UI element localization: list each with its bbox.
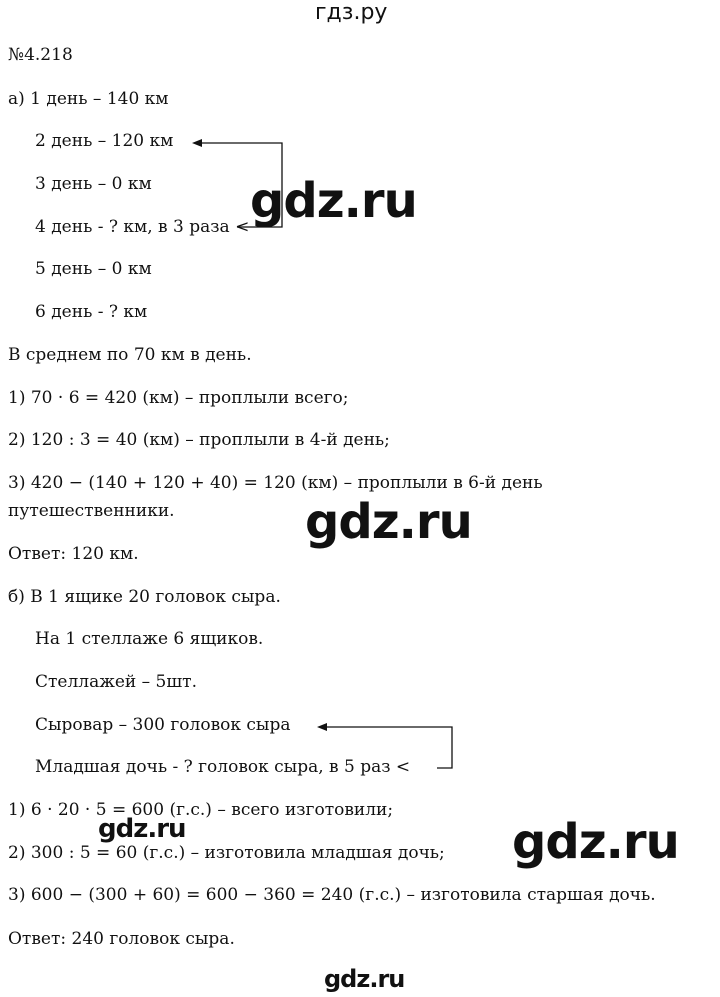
part-b-step-2: 2) 300 : 5 = 60 (г.с.) – изготовила младшая дочь; xyxy=(8,843,445,863)
part-a-line-6: 6 день - ? км xyxy=(35,302,148,322)
part-a-line-2: 2 день – 120 км xyxy=(35,131,174,151)
part-a-line-5: 5 день – 0 км xyxy=(35,259,152,279)
part-a-step-3: 3) 420 − (140 + 120 + 40) = 120 (км) – проплыли в 6-й день xyxy=(8,473,543,493)
part-b-line-2: На 1 стеллаже 6 ящиков. xyxy=(35,629,264,649)
part-b-line-4: Сыровар – 300 головок сыра xyxy=(35,715,291,735)
part-b-line-1: б) В 1 ящике 20 головок сыра. xyxy=(8,587,281,607)
site-header: гдз.ру xyxy=(315,0,388,25)
watermark-1: gdz.ru xyxy=(250,173,417,229)
task-number: №4.218 xyxy=(8,45,73,65)
part-b-step-3: 3) 600 − (300 + 60) = 600 − 360 = 240 (г.с.) – изготовила старшая дочь. xyxy=(8,885,656,905)
part-b-step-1: 1) 6 · 20 · 5 = 600 (г.с.) – всего изготовили; xyxy=(8,800,394,820)
watermark-5: gdz.ru xyxy=(324,965,405,993)
watermark-4: gdz.ru xyxy=(512,814,679,870)
part-b-line-5: Младшая дочь - ? головок сыра, в 5 раз < xyxy=(35,757,411,777)
watermark-3: gdz.ru xyxy=(98,814,186,844)
part-a-line-3: 3 день – 0 км xyxy=(35,174,152,194)
watermark-2: gdz.ru xyxy=(305,494,472,550)
part-a-line-1: а) 1 день – 140 км xyxy=(8,89,169,109)
part-a-step-2: 2) 120 : 3 = 40 (км) – проплыли в 4-й день; xyxy=(8,430,390,450)
part-b-line-3: Стеллажей – 5шт. xyxy=(35,672,197,692)
part-a-answer: Ответ: 120 км. xyxy=(8,544,139,564)
part-a-step-1: 1) 70 · 6 = 420 (км) – проплыли всего; xyxy=(8,388,349,408)
part-a-line-4: 4 день - ? км, в 3 раза < xyxy=(35,217,250,237)
part-a-step-3-cont: путешественники. xyxy=(8,501,175,521)
part-b-answer: Ответ: 240 головок сыра. xyxy=(8,929,235,949)
average-text: В среднем по 70 км в день. xyxy=(8,345,252,365)
